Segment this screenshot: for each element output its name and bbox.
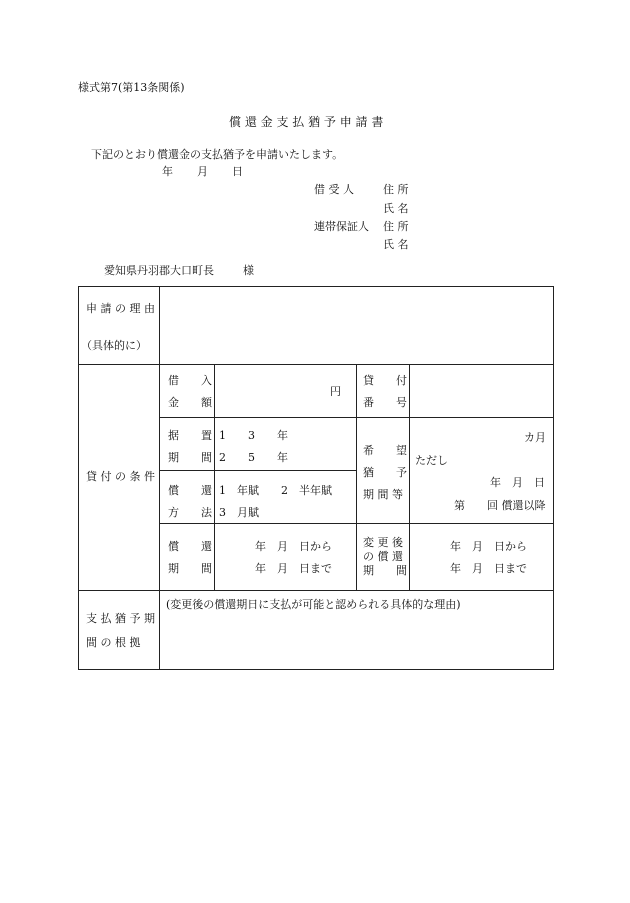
tadashi-text: ただし: [415, 454, 448, 467]
basis-label-1: 支 払 猶 予 期: [86, 612, 155, 625]
basis-input-cell[interactable]: [160, 591, 554, 670]
loan-amount-label-2: 金 額: [168, 396, 212, 409]
desired-date: 年 月 日: [490, 476, 545, 489]
changed-to: 年 月 日まで: [450, 562, 527, 575]
yen-unit: 円: [330, 385, 341, 398]
addressee: 愛知県丹羽郡大口町長: [104, 264, 214, 277]
basis-label-2: 間 の 根 拠: [86, 636, 141, 649]
desired-label-2: 猶 予: [363, 466, 407, 479]
repay-method-options-cell[interactable]: [215, 471, 357, 524]
changed-from: 年 月 日から: [450, 540, 527, 553]
basis-row: [79, 591, 554, 670]
borrower-label: 借 受 人: [314, 183, 354, 196]
desired-label-1: 希 望: [363, 444, 407, 457]
basis-label-cell: [79, 591, 160, 670]
months-unit: カ月: [524, 431, 546, 444]
application-table: [78, 286, 554, 670]
repay-period-label-cell: [160, 524, 215, 591]
changed-period-input-cell[interactable]: [410, 524, 554, 591]
date-day: 日: [232, 165, 243, 178]
loan-amount-row: [79, 365, 554, 418]
reason-label: 申 請 の 理 由: [86, 302, 155, 315]
loan-number-label-cell: [357, 365, 410, 418]
desired-label-3: 期 間 等: [363, 488, 403, 501]
repay-period-input-cell[interactable]: [215, 524, 357, 591]
loan-amount-input-cell[interactable]: [215, 365, 357, 418]
changed-label-1: 変 更 後: [363, 536, 403, 549]
borrower-address-label: 住 所: [383, 183, 409, 196]
grace-options-cell[interactable]: [215, 418, 357, 471]
repay-period-label-2: 期 間: [168, 562, 212, 575]
repay-from: 年 月 日から: [255, 540, 332, 553]
reason-row: [79, 287, 554, 365]
form-number: 様式第7(第13条関係): [78, 81, 185, 94]
date-year: 年: [162, 165, 173, 178]
loan-number-input-cell[interactable]: [410, 365, 554, 418]
guarantor-name-label: 氏 名: [383, 238, 409, 251]
repay-method-label-1: 償 還: [168, 484, 212, 497]
conditions-label-cell: [79, 365, 160, 591]
method-option-2: 3 月賦: [219, 506, 259, 519]
repay-method-label-2: 方 法: [168, 506, 212, 519]
changed-label-2: の 償 還: [363, 550, 403, 563]
loan-amount-label-cell: [160, 365, 215, 418]
loan-amount-label-1: 借 入: [168, 374, 212, 387]
reason-label-sub: （具体的に）: [81, 339, 147, 352]
grace-label-1: 据 置: [168, 429, 212, 442]
addressee-honorific: 様: [243, 264, 254, 277]
repay-method-label-cell: [160, 471, 215, 524]
changed-label-3: 期 間: [363, 564, 407, 577]
desired-input-cell[interactable]: [410, 418, 554, 524]
date-month: 月: [197, 165, 208, 178]
page-title: 償 還 金 支 払 猶 予 申 請 書: [229, 115, 384, 129]
borrower-name-label: 氏 名: [383, 202, 409, 215]
grace-label-2: 期 間: [168, 451, 212, 464]
intro-text: 下記のとおり償還金の支払猶予を申請いたします。: [91, 148, 344, 161]
grace-option-2: 2 5 年: [219, 451, 288, 464]
repay-period-label-1: 償 還: [168, 540, 212, 553]
from-round-text: 第 回 償還以降: [454, 499, 546, 512]
changed-period-label-cell: [357, 524, 410, 591]
reason-label-cell: [79, 287, 160, 365]
reason-input-cell[interactable]: [160, 287, 554, 365]
conditions-label: 貸 付 の 条 件: [86, 470, 155, 483]
basis-note: (変更後の償還期日に支払が可能と認められる具体的な理由): [166, 598, 461, 611]
method-option-1: 1 年賦 2 半年賦: [219, 484, 332, 497]
repay-to: 年 月 日まで: [255, 562, 332, 575]
grace-label-cell: [160, 418, 215, 471]
grace-option-1: 1 3 年: [219, 429, 288, 442]
loan-number-label-2: 番 号: [363, 396, 407, 409]
guarantor-address-label: 住 所: [383, 220, 409, 233]
loan-number-label-1: 貸 付: [363, 374, 407, 387]
desired-label-cell: [357, 418, 410, 524]
guarantor-label: 連帯保証人: [314, 220, 369, 233]
